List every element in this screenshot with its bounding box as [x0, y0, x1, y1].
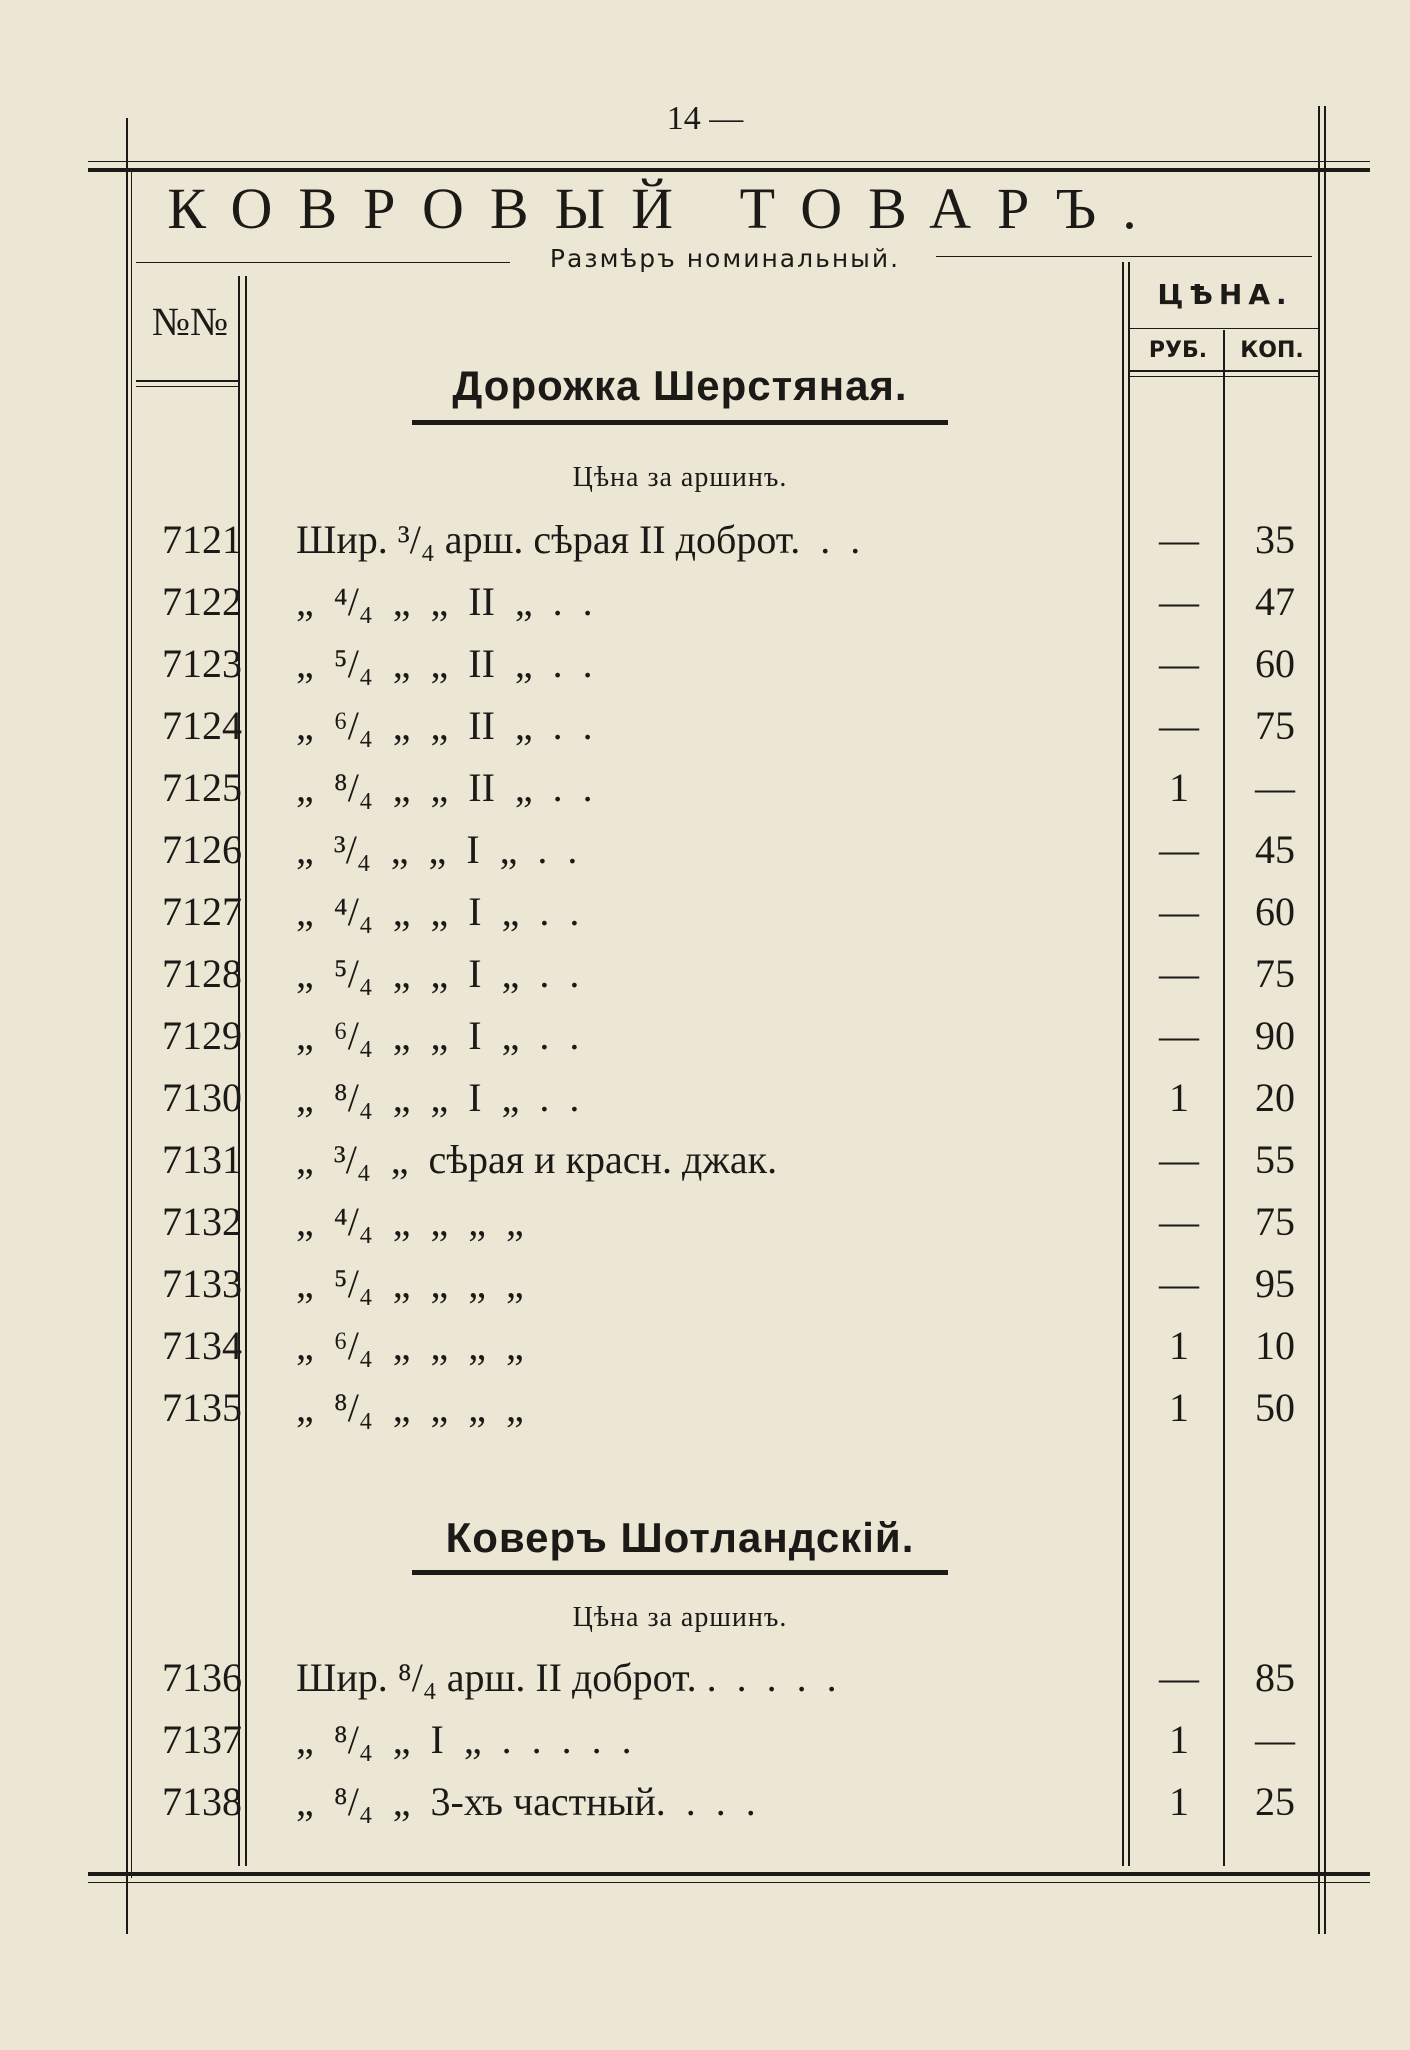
price-rub: 1: [1169, 1385, 1189, 1430]
table-row: [0, 950, 1410, 1012]
price-rub: —: [1159, 703, 1199, 748]
table-row: [0, 1778, 1410, 1840]
bottom-rule-thick: [88, 1872, 1370, 1876]
table-row: [0, 1716, 1410, 1778]
price-kop: 50: [1255, 1385, 1295, 1430]
price-kop: 10: [1255, 1323, 1295, 1368]
price-header: ЦѢНА.: [1157, 278, 1293, 311]
price-rub: —: [1159, 1013, 1199, 1058]
item-number: 7121: [162, 517, 242, 562]
page-number: 14 —: [666, 100, 744, 137]
price-kop: 55: [1255, 1137, 1295, 1182]
item-description: „ ³/₄ „ сѣрая и красн. джак.: [296, 1137, 778, 1182]
section-title-runner: Дорожка Шерстяная.: [452, 362, 908, 409]
item-number: 7125: [162, 765, 242, 810]
item-number: 7128: [162, 951, 242, 996]
item-description: „ ⁴/₄ „ „ „ „: [296, 1199, 524, 1244]
price-kop: —: [1255, 765, 1295, 810]
item-number: 7122: [162, 579, 242, 624]
table-row: [0, 1260, 1410, 1322]
item-description: „ ⁶/₄ „ „ II „ . .: [296, 703, 593, 748]
pricehdr-rule: [1130, 328, 1318, 329]
price-rub: —: [1159, 1655, 1199, 1700]
price-kop: 25: [1255, 1779, 1295, 1824]
main-title: КОВРОВЫЙ ТОВАРЪ.: [167, 176, 1163, 241]
table-row: [0, 888, 1410, 950]
price-rub: —: [1159, 1199, 1199, 1244]
number-column-header: №№: [151, 299, 229, 344]
price-kop: 75: [1255, 951, 1295, 996]
table-row: [0, 764, 1410, 826]
numhdr-rule-1: [136, 380, 238, 382]
table-row: [0, 516, 1410, 578]
rubkop-rule-2: [1130, 376, 1318, 377]
item-number: 7130: [162, 1075, 242, 1120]
item-description: „ ⁸/₄ „ 3-хъ частный. . . .: [296, 1779, 756, 1824]
item-number: 7134: [162, 1323, 242, 1368]
subtitle-rule-right: [936, 256, 1312, 257]
item-number: 7138: [162, 1779, 242, 1824]
table-row: [0, 1074, 1410, 1136]
price-rub: —: [1159, 951, 1199, 996]
item-description: „ ³/₄ „ „ I „ . .: [296, 827, 578, 872]
section-price-note: Цѣна за аршинъ.: [572, 1602, 788, 1633]
top-rule-thick: [88, 168, 1370, 172]
price-kop: 47: [1255, 579, 1295, 624]
price-kop: 95: [1255, 1261, 1295, 1306]
item-description: „ ⁶/₄ „ „ I „ . .: [296, 1013, 580, 1058]
price-rub: —: [1159, 517, 1199, 562]
item-description: „ ⁸/₄ „ I „ . . . . .: [296, 1717, 632, 1762]
table-row: [0, 1012, 1410, 1074]
item-number: 7123: [162, 641, 242, 686]
price-kop: 75: [1255, 703, 1295, 748]
price-rub: 1: [1169, 1323, 1189, 1368]
item-number: 7131: [162, 1137, 242, 1182]
item-description: „ ⁵/₄ „ „ I „ . .: [296, 951, 580, 996]
item-description: „ ⁴/₄ „ „ II „ . .: [296, 579, 593, 624]
item-description: „ ⁶/₄ „ „ „ „: [296, 1323, 524, 1368]
table-row: [0, 1322, 1410, 1384]
table-row: [0, 640, 1410, 702]
table-row: [0, 1384, 1410, 1446]
item-number: 7127: [162, 889, 242, 934]
item-description: „ ⁸/₄ „ „ I „ . .: [296, 1075, 580, 1120]
item-number: 7133: [162, 1261, 242, 1306]
price-rub: —: [1159, 579, 1199, 624]
item-number: 7137: [162, 1717, 242, 1762]
price-rub: —: [1159, 889, 1199, 934]
item-description: Шир. ⁸/₄ арш. II доброт. . . . . .: [296, 1655, 837, 1700]
item-description: Шир. ³/₄ арш. сѣрая II доброт. . .: [296, 517, 861, 562]
price-kop: 75: [1255, 1199, 1295, 1244]
price-rub: —: [1159, 1137, 1199, 1182]
table-row: [0, 1654, 1410, 1716]
section-title-underline: [412, 420, 948, 425]
price-rub: —: [1159, 1261, 1199, 1306]
kop-header: КОП.: [1240, 338, 1304, 363]
rubkop-rule-1: [1130, 370, 1318, 372]
price-kop: 20: [1255, 1075, 1295, 1120]
top-rule-thin: [88, 161, 1370, 162]
rub-header: РУБ.: [1148, 338, 1208, 363]
price-rub: 1: [1169, 1717, 1189, 1762]
section-title-carpet: Коверъ Шотландскій.: [445, 1514, 915, 1561]
subtitle-rule-left: [136, 262, 510, 263]
price-kop: 85: [1255, 1655, 1295, 1700]
price-rub: —: [1159, 827, 1199, 872]
price-kop: —: [1255, 1717, 1295, 1762]
section-title-underline: [412, 1570, 948, 1575]
price-kop: 90: [1255, 1013, 1295, 1058]
item-number: 7124: [162, 703, 242, 748]
price-rub: —: [1159, 641, 1199, 686]
price-kop: 60: [1255, 641, 1295, 686]
price-kop: 60: [1255, 889, 1295, 934]
table-row: [0, 1136, 1410, 1198]
section-price-note: Цѣна за аршинъ.: [572, 462, 788, 493]
item-number: 7126: [162, 827, 242, 872]
price-kop: 35: [1255, 517, 1295, 562]
item-number: 7135: [162, 1385, 242, 1430]
price-rub: 1: [1169, 1075, 1189, 1120]
price-rub: 1: [1169, 765, 1189, 810]
item-description: „ ⁴/₄ „ „ I „ . .: [296, 889, 580, 934]
price-kop: 45: [1255, 827, 1295, 872]
item-description: „ ⁵/₄ „ „ II „ . .: [296, 641, 593, 686]
table-row: [0, 702, 1410, 764]
item-number: 7129: [162, 1013, 242, 1058]
subtitle: Размѣръ номинальный.: [549, 244, 901, 273]
table-row: [0, 578, 1410, 640]
item-description: „ ⁵/₄ „ „ „ „: [296, 1261, 524, 1306]
table-row: [0, 826, 1410, 888]
numhdr-rule-2: [136, 386, 238, 387]
item-description: „ ⁸/₄ „ „ II „ . .: [296, 765, 593, 810]
item-number: 7136: [162, 1655, 242, 1700]
table-row: [0, 1198, 1410, 1260]
bottom-rule-thin: [88, 1882, 1370, 1883]
item-number: 7132: [162, 1199, 242, 1244]
item-description: „ ⁸/₄ „ „ „ „: [296, 1385, 524, 1430]
price-rub: 1: [1169, 1779, 1189, 1824]
